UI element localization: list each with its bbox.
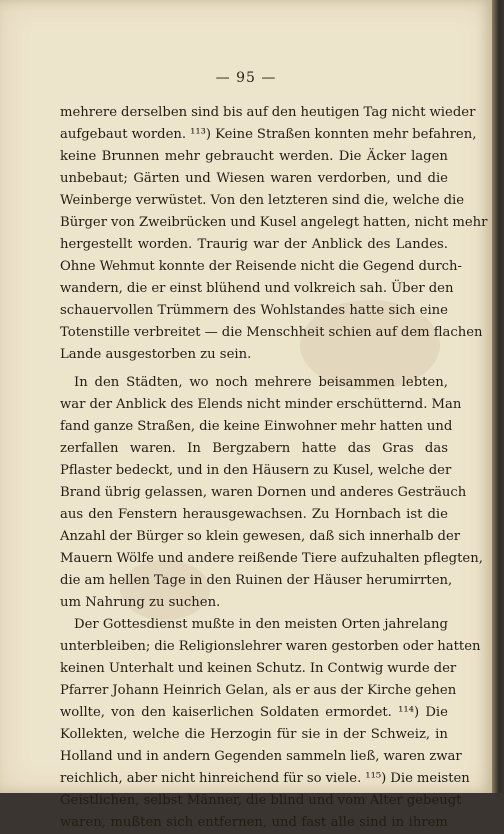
text-line: Weinberge verwüstet. Von den letzteren sind die, welche die bbox=[60, 193, 465, 208]
text-line: Mauern Wölfe und andere reißende Tiere aufzuhalten pflegten, bbox=[60, 551, 483, 566]
text-line: Kollekten, welche die Herzogin für sie in der Schweiz, in bbox=[60, 727, 448, 742]
text-line: um Nahrung zu suchen. bbox=[60, 595, 221, 610]
text-line: wollte, von den kaiserlichen Soldaten ermordet. ¹¹⁴) Die bbox=[60, 705, 448, 720]
text-line: schauervollen Trümmern des Wohlstandes hatte sich eine bbox=[60, 303, 448, 318]
text-line: die am hellen Tage in den Ruinen der Häuser herumirrten, bbox=[60, 573, 453, 588]
text-line: reichlich, aber nicht hinreichend für so viele. ¹¹⁵) Die meisten bbox=[60, 771, 470, 786]
text-line: In den Städten, wo noch mehrere beisammen lebten, bbox=[74, 375, 448, 390]
paragraph-3 bbox=[60, 614, 481, 834]
paragraph-1 bbox=[60, 102, 488, 366]
text-line: Bürger von Zweibrücken und Kusel angelegt hatten, nicht mehr bbox=[60, 215, 488, 230]
text-line: Anzahl der Bürger so klein gewesen, daß sich innerhalb der bbox=[60, 529, 461, 544]
text-line: war der Anblick des Elends nicht minder erschütternd. Man bbox=[60, 397, 462, 412]
text-line: zerfallen waren. In Bergzabern hatte das Gras das bbox=[60, 441, 448, 456]
text-line: Lande ausgestorben zu sein. bbox=[60, 347, 252, 362]
text-line: aufgebaut worden. ¹¹³) Keine Straßen konnten mehr befahren, bbox=[60, 127, 477, 142]
text-line: Ohne Wehmut konnte der Reisende nicht die Gegend durch- bbox=[60, 259, 463, 274]
text-line: Geistlichen, selbst Männer, die blind und vom Alter gebeugt bbox=[60, 793, 462, 808]
text-line: Pfarrer Johann Heinrich Gelan, als er aus der Kirche gehen bbox=[60, 683, 457, 698]
text-line: fand ganze Straßen, die keine Einwohner mehr hatten und bbox=[60, 419, 453, 434]
text-line: waren, mußten sich entfernen, und fast alle sind in ihrem bbox=[60, 815, 448, 830]
text-line: Brand übrig gelassen, waren Dornen und anderes Gesträuch bbox=[60, 485, 467, 500]
text-line: wandern, die er einst blühend und volkreich sah. Über den bbox=[60, 281, 454, 296]
text-line: unterbleiben; die Religionslehrer waren gestorben oder hatten bbox=[60, 639, 481, 654]
text-line: hergestellt worden. Traurig war der Anblick des Landes. bbox=[60, 237, 448, 252]
text-line: Der Gottesdienst mußte in den meisten Orten jahrelang bbox=[74, 617, 448, 632]
text-line: aus den Fenstern herausgewachsen. Zu Hornbach ist die bbox=[60, 507, 448, 522]
text-line: Pflaster bedeckt, und in den Häusern zu Kusel, welche der bbox=[60, 463, 452, 478]
text-line: Holland und in andern Gegenden sammeln ließ, waren zwar bbox=[60, 749, 462, 764]
text-line: unbebaut; Gärten und Wiesen waren verdorben, und die bbox=[60, 171, 448, 186]
page-body bbox=[60, 102, 488, 834]
page-edge-shadow bbox=[492, 0, 504, 793]
text-line: keinen Unterhalt und keinen Schutz. In Contwig wurde der bbox=[60, 661, 457, 676]
text-line: Totenstille verbreitet — die Menschheit schien auf dem flachen bbox=[60, 325, 483, 340]
text-line: mehrere derselben sind bis auf den heutigen Tag nicht wieder bbox=[60, 105, 476, 120]
page-number: — 95 — bbox=[215, 70, 277, 86]
text-line: keine Brunnen mehr gebraucht werden. Die Äcker lagen bbox=[60, 149, 448, 164]
paragraph-2 bbox=[60, 372, 483, 614]
